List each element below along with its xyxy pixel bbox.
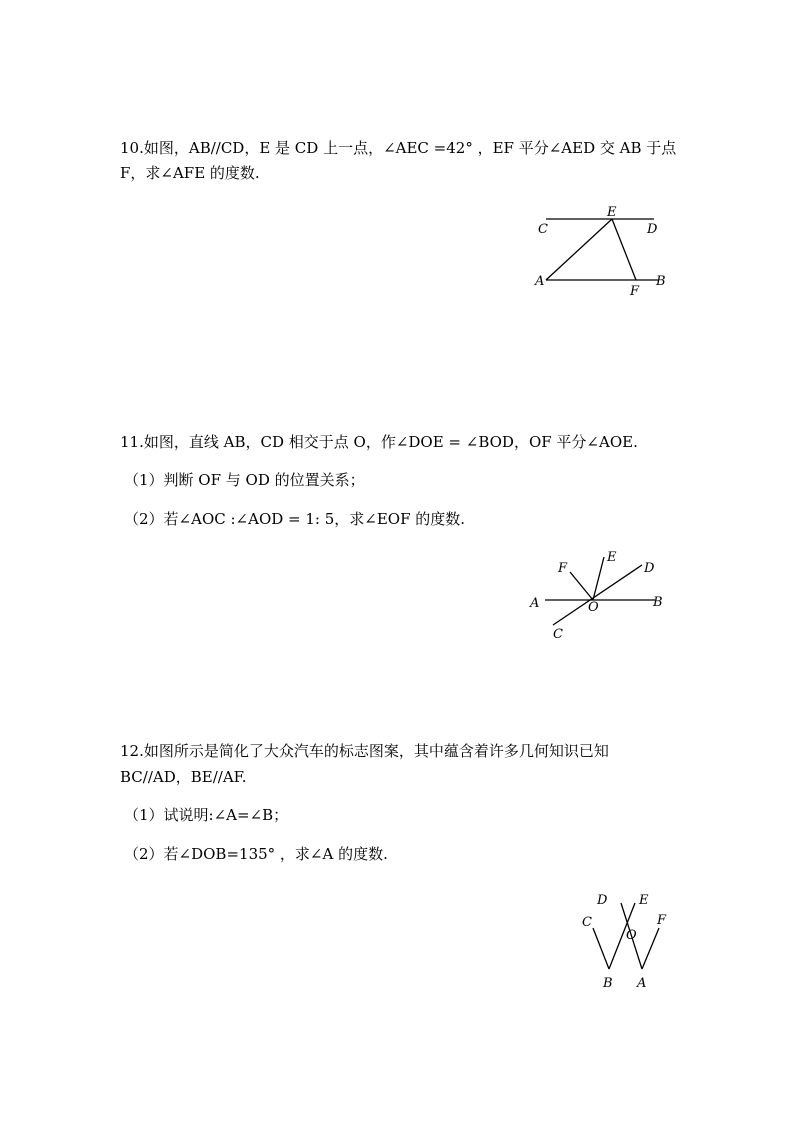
q11-part2: （2）若∠AOC :∠AOD = 1: 5，求∠EOF 的度数. [124,510,466,528]
q12-figure [575,888,675,998]
q12-part2: （2）若∠DOB=135° ，求∠A 的度数. [124,845,388,863]
label-f: F [657,913,667,928]
segment-cb [593,928,609,969]
label-a: A [637,976,647,991]
q10-stem-line1: 10.如图，AB//CD，E 是 CD 上一点，∠AEC =42° ，EF 平分∠AED 交 AB 于点 [120,139,677,157]
label-c: C [538,222,548,237]
label-a: A [535,274,545,289]
label-b: B [656,274,666,289]
label-b: B [603,976,613,991]
q10-figure [520,200,680,300]
label-c: C [582,915,592,930]
label-e: E [607,205,617,220]
ray-of [570,572,593,600]
q11-stem: 11.如图，直线 AB，CD 相交于点 O，作∠DOE = ∠BOD，OF 平分∠AOE. [120,433,638,451]
q11-part1: （1）判断 OF 与 OD 的位置关系； [124,471,365,489]
label-o: O [626,928,637,943]
label-o: O [588,600,599,615]
label-d: D [647,222,658,237]
q12-stem-line2: BC//AD，BE//AF. [120,768,247,786]
q11-figure [520,545,680,645]
label-c: C [553,627,563,642]
segment-ef [612,219,636,280]
segment-af [642,928,659,969]
q12-part1: （1）试说明:∠A=∠B； [124,806,289,824]
label-a: A [530,596,540,611]
label-f: F [558,561,568,576]
q12-stem-line1: 12.如图所示是简化了大众汽车的标志图案，其中蕴含着许多几何知识已知 [120,742,609,760]
label-e: E [607,550,617,565]
q10-stem-line2: F，求∠AFE 的度数. [120,164,260,182]
label-e: E [639,893,649,908]
label-d: D [644,561,655,576]
label-b: B [653,595,663,610]
label-f: F [630,284,640,299]
label-d: D [597,893,608,908]
segment-ae [546,219,612,280]
